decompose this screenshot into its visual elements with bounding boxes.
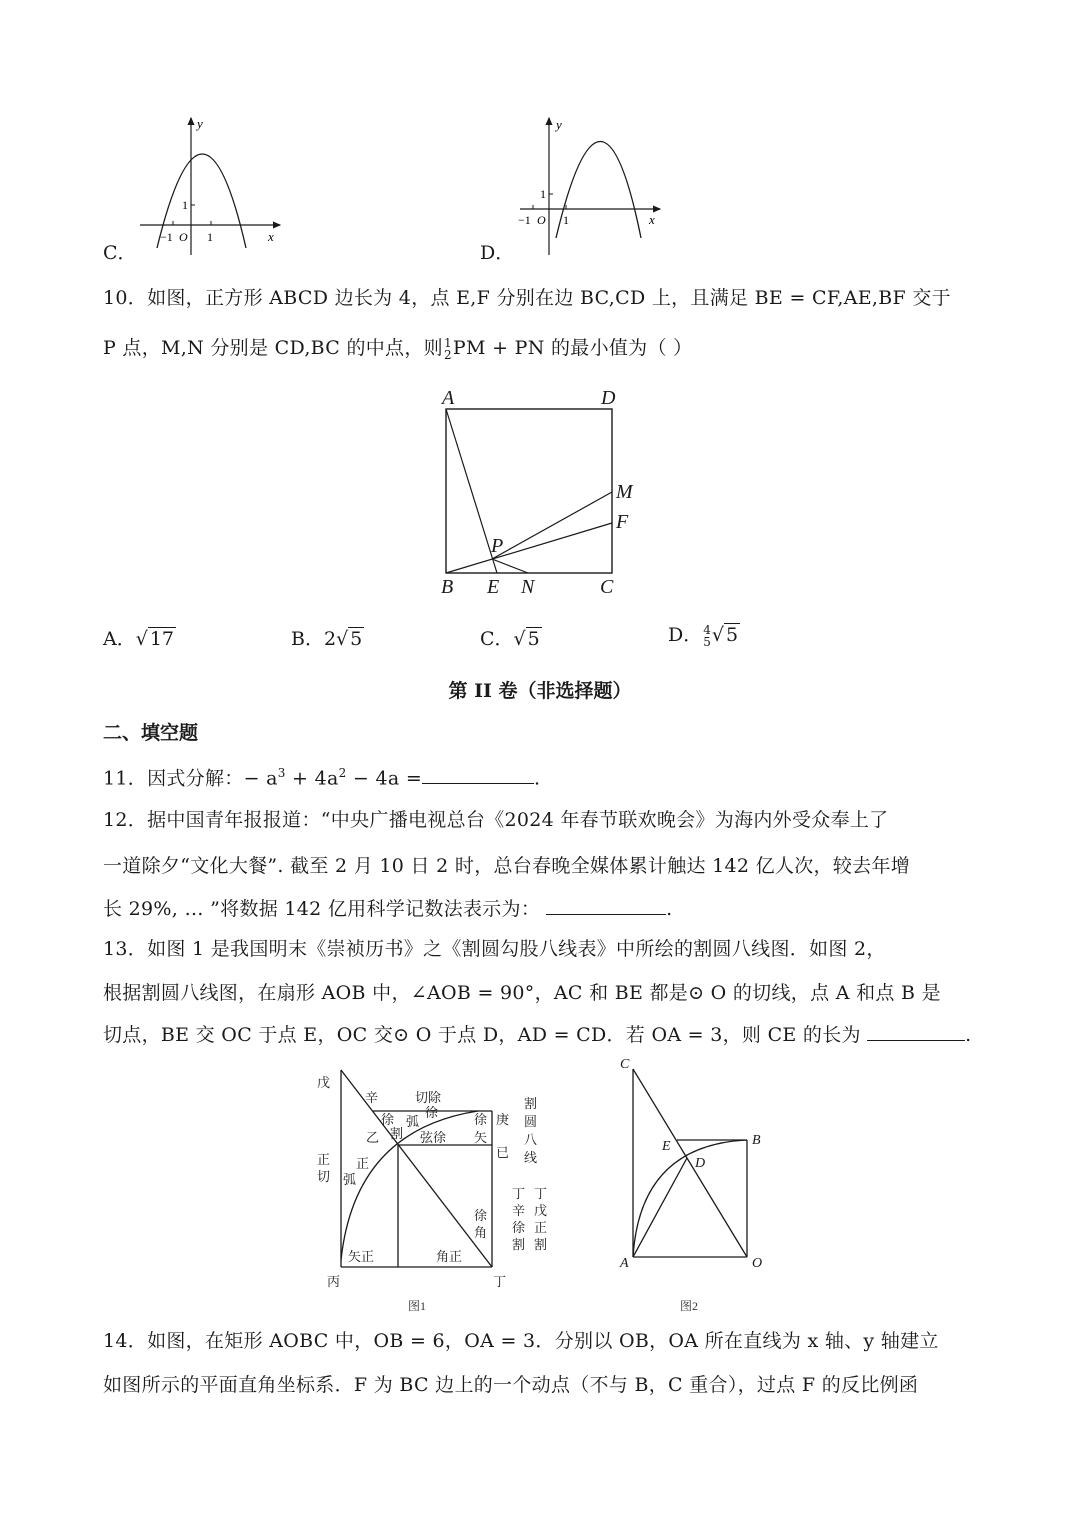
q10-option-d[interactable]: D． 4 5 √ 5 [668, 623, 739, 649]
svg-text:角: 角 [474, 1225, 488, 1240]
svg-text:D: D [695, 1156, 706, 1171]
svg-text:A: A [442, 387, 455, 409]
svg-text:丁: 丁 [512, 1186, 526, 1201]
q10-text-line1: 10．如图，正方形 ABCD 边长为 4，点 E,F 分别在边 BC,CD 上，且满足 BE = CF,AE,BF 交于 [103, 287, 951, 309]
svg-text:徐: 徐 [474, 1208, 488, 1223]
svg-text:徐: 徐 [512, 1220, 526, 1235]
svg-text:圆: 圆 [524, 1114, 538, 1129]
svg-text:弧: 弧 [406, 1114, 420, 1129]
option-c-label: C． [103, 242, 137, 264]
q13-figure-1 [300, 1060, 570, 1320]
svg-text:切: 切 [317, 1169, 331, 1184]
svg-text:正: 正 [534, 1220, 548, 1235]
svg-text:y: y [556, 117, 562, 132]
svg-text:C: C [620, 1057, 630, 1072]
svg-text:x: x [268, 229, 274, 244]
svg-text:割: 割 [512, 1237, 526, 1252]
svg-text:O: O [179, 230, 188, 244]
svg-text:B: B [752, 1133, 761, 1148]
svg-text:−1: −1 [518, 213, 531, 227]
svg-text:角正: 角正 [436, 1249, 463, 1264]
svg-text:P: P [491, 535, 504, 557]
svg-text:已: 已 [496, 1145, 510, 1160]
section-fill-blank-title: 二、填空题 [103, 722, 199, 744]
svg-text:徐: 徐 [474, 1112, 488, 1127]
svg-text:戊: 戊 [317, 1075, 331, 1090]
svg-text:戊: 戊 [534, 1203, 548, 1218]
svg-text:矢: 矢 [474, 1130, 488, 1145]
svg-text:B: B [441, 576, 454, 598]
svg-text:O: O [537, 213, 546, 227]
q10-option-c[interactable]: C．√ 5 [480, 628, 540, 650]
q9-option-c [100, 110, 400, 270]
svg-text:割: 割 [534, 1237, 548, 1252]
svg-text:图1: 图1 [408, 1299, 427, 1313]
q10-text-line2: P 点，M,N 分别是 CD,BC 的中点，则 1 2 PM + PN 的最小值为（ ） [103, 336, 693, 362]
svg-text:矢正: 矢正 [348, 1249, 375, 1264]
svg-text:割: 割 [524, 1096, 538, 1111]
svg-text:八: 八 [524, 1132, 538, 1147]
svg-text:图2: 图2 [680, 1299, 699, 1313]
parabola-graph-c [100, 110, 400, 270]
svg-text:F: F [616, 511, 629, 533]
q13-text-line2: 根据割圆八线图，在扇形 AOB 中，∠AOB = 90°，AC 和 BE 都是⊙ O 的切线，点 A 和点 B 是 [103, 982, 941, 1004]
svg-text:丁: 丁 [493, 1274, 507, 1289]
svg-text:切除: 切除 [415, 1090, 442, 1105]
svg-text:丙: 丙 [327, 1274, 341, 1289]
q12-text-line1: 12．据中国青年报报道：“中央广播电视总台《2024 年春节联欢晚会》为海内外受众奉上了 [103, 809, 889, 831]
q9-option-d [470, 110, 690, 270]
svg-text:徐: 徐 [425, 1105, 439, 1120]
svg-text:丁: 丁 [534, 1186, 548, 1201]
svg-text:庚: 庚 [496, 1112, 510, 1127]
svg-text:正: 正 [317, 1152, 331, 1167]
svg-text:E: E [662, 1139, 671, 1154]
q11-answer-blank[interactable] [422, 765, 534, 784]
q10-square-figure [430, 380, 650, 600]
svg-text:1: 1 [182, 198, 188, 212]
svg-text:辛: 辛 [512, 1203, 526, 1218]
svg-text:x: x [649, 212, 655, 227]
svg-text:M: M [616, 481, 633, 503]
svg-text:−1: −1 [160, 230, 173, 244]
q14-text-line2: 如图所示的平面直角坐标系．F 为 BC 边上的一个动点（不与 B，C 重合），过点 F 的反比例函 [103, 1374, 919, 1396]
q12-text-line2: 一道除夕“文化大餐”. 截至 2 月 10 日 2 时，总台春晚全媒体累计触达 142 亿人次，较去年增 [103, 855, 911, 877]
option-d-label: D． [480, 242, 515, 264]
q13-text-line1: 13．如图 1 是我国明末《崇祯历书》之《割圆勾股八线表》中所绘的割圆八线图．如图 2， [103, 938, 886, 960]
svg-text:E: E [487, 576, 500, 598]
svg-text:割: 割 [390, 1126, 404, 1141]
svg-text:1: 1 [563, 213, 569, 227]
svg-text:辛: 辛 [365, 1090, 379, 1105]
svg-text:线: 线 [524, 1150, 538, 1165]
q13-figure-2 [600, 1050, 780, 1320]
svg-text:D: D [601, 387, 616, 409]
svg-text:O: O [752, 1256, 763, 1271]
q12-text-line3: 长 29%, … ”将数据 142 亿用科学记数法表示为： . [103, 898, 673, 920]
svg-text:C: C [600, 576, 614, 598]
q10-option-b[interactable]: B．2√ 5 [291, 628, 363, 650]
svg-text:N: N [521, 576, 535, 598]
q12-answer-blank[interactable] [546, 896, 666, 915]
part-2-title: 第 II 卷（非选择题） [448, 680, 632, 702]
svg-text:乙: 乙 [366, 1130, 380, 1145]
svg-text:1: 1 [540, 187, 546, 201]
svg-text:徐: 徐 [381, 1112, 395, 1127]
svg-text:A: A [620, 1256, 629, 1271]
q11-text: 11．因式分解：− $a^3 + 4a^2 - 4a$ = . [103, 766, 541, 790]
q13-text-line3: 切点，BE 交 OC 于点 E，OC 交⊙ O 于点 D，AD = CD．若 OA = 3，则 CE 的长为 . [103, 1024, 972, 1046]
svg-text:y: y [197, 116, 203, 131]
fraction-half: 1 2 [443, 336, 452, 362]
svg-text:弦徐: 弦徐 [420, 1130, 447, 1145]
q14-text-line1: 14．如图，在矩形 AOBC 中，OB = 6，OA = 3．分别以 OB，OA 所在直线为 x 轴、y 轴建立 [103, 1330, 939, 1352]
svg-text:弧: 弧 [343, 1172, 357, 1187]
svg-text:正: 正 [356, 1156, 370, 1171]
q10-options [103, 624, 903, 658]
q10-option-a[interactable]: A．√ 17 [103, 628, 175, 650]
q13-answer-blank[interactable] [867, 1022, 965, 1041]
svg-text:1: 1 [207, 230, 213, 244]
